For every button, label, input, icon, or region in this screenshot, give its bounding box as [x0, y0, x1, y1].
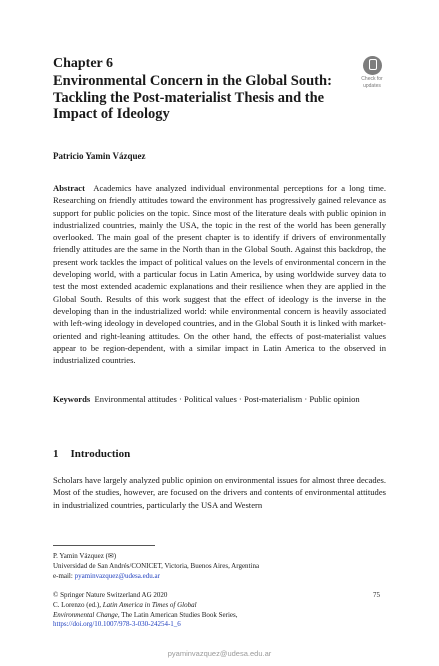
chapter-label: Chapter 6	[53, 56, 114, 71]
editor: C. Lorenzo (ed.),	[53, 600, 102, 609]
doi-link[interactable]: https://doi.org/10.1007/978-3-030-24254-1_6	[53, 620, 181, 629]
badge-line2: updates	[363, 83, 381, 89]
page-number: 75	[373, 591, 380, 599]
footnote-email-line	[53, 571, 386, 581]
badge-line1: Check for	[361, 76, 383, 82]
watermark: pyaminvazquez@udesa.edu.ar	[167, 649, 272, 658]
intro-paragraph: Scholars have largely analyzed public opinion on environmental issues for almost three decades. Most of the studies, however, are focused on the drivers and contents of environmental attitudes in industrialized countries, particularly the USA and Western	[53, 475, 386, 510]
email-label: e-mail:	[53, 572, 73, 581]
keywords-text: Environmental attitudes · Political values · Post-materialism · Public opinion	[94, 394, 360, 404]
abstract-label: Abstract	[53, 183, 85, 193]
keywords	[53, 393, 386, 405]
email-link[interactable]: pyaminvazquez@udesa.edu.ar	[74, 572, 160, 581]
copyright-block	[53, 591, 353, 630]
author-name: Patricio Yamin Vázquez	[53, 151, 146, 161]
series-name: The Latin American Studies Book Series,	[121, 610, 238, 619]
bookmark-icon	[363, 56, 382, 75]
keywords-label: Keywords	[53, 394, 91, 404]
citation-line	[53, 601, 353, 611]
book-title-2: Environmental Change,	[53, 610, 120, 619]
section-number: 1	[53, 448, 59, 460]
chapter-title: Environmental Concern in the Global South: Tackling the Post-materialist Thesis and the Impact of Ideology	[53, 73, 332, 123]
footnote	[53, 551, 386, 582]
footnote-rule	[53, 545, 155, 546]
abstract	[53, 182, 386, 366]
abstract-text: Academics have analyzed individual environmental perceptions for a long time. Researching on friendly attitudes toward the environment has progressively gained relevance as support for public policies on the topic. Since most of the literature deals with public opinion in industrialized countries, mainly the USA, the topic in the rest of the world has been generally overlooked. The main goal of the present chapter is to identify if drivers of environmentally friendly attitudes are the same in the North than in the Global South. Against this backdrop, the present work tackles the impact of political values on the levels of environmental concern in the developing world, with a particular focus in Latin America, by using worldwide survey data to test the most extended academic explanations and their resilience when they are applied in the Global South. Results of this work suggest that the effect of ideology is the inverse in the developing than in the industrialized world: while environmental concern is heavily associated with left-wing ideology in developed countries, and in the Global South it is linked with market-oriented and right-leaning attitudes. On the other hand, the effects of post-materialist values appear to be region-dependent, with a similar impact in Latin America to the observed in industrialized countries.	[53, 183, 387, 366]
copyright-line: © Springer Nature Switzerland AG 2020	[53, 591, 168, 599]
check-for-updates-badge[interactable]	[352, 56, 392, 98]
section-heading	[53, 448, 130, 460]
footnote-author: P. Yamin Vázquez (✉)	[53, 552, 117, 560]
section-title: Introduction	[70, 448, 131, 460]
citation-line-2	[53, 611, 353, 621]
footnote-affiliation: Universidad de San Andrés/CONICET, Victoria, Buenos Aires, Argentina	[53, 562, 260, 571]
doi-line	[53, 620, 353, 630]
book-title-1: Latin America in Times of Global	[102, 600, 197, 609]
